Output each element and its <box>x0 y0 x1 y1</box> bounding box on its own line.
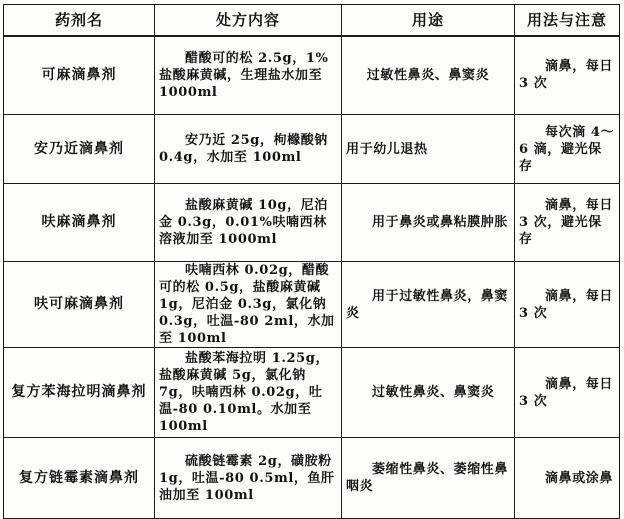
drug-name-cell: 呋麻滴鼻剂 <box>4 184 155 262</box>
usage-cell: 滴鼻，每日 3 次 <box>515 36 620 115</box>
recipe-cell: 安乃近 25g，枸橼酸钠 0.4g，水加至 100ml <box>155 115 342 184</box>
use-cell: 用于过敏性鼻炎，鼻窦炎 <box>342 262 515 348</box>
prescription-table <box>3 4 620 519</box>
drug-name-cell: 可麻滴鼻剂 <box>4 36 155 115</box>
table-row <box>4 348 620 438</box>
header-recipe: 处方内容 <box>155 5 342 36</box>
table-row <box>4 438 620 519</box>
usage-cell: 滴鼻或涂鼻 <box>515 438 620 519</box>
recipe-cell: 呋喃西林 0.02g，醋酸可的松 0.5g，盐酸麻黄碱 1g，尼泊金 0.3g，氯化钠 0.3g，吐温-80 2ml，水加至 100ml <box>155 262 342 348</box>
use-cell: 过敏性鼻炎、鼻窦炎 <box>342 36 515 115</box>
use-cell: 过敏性鼻炎、鼻窦炎 <box>342 348 515 438</box>
use-cell: 萎缩性鼻炎、萎缩性鼻咽炎 <box>342 438 515 519</box>
use-cell: 用于幼儿退热 <box>342 115 515 184</box>
table-row <box>4 36 620 115</box>
drug-name-cell: 复方链霉素滴鼻剂 <box>4 438 155 519</box>
recipe-cell: 硫酸链霉素 2g，磺胺粉 1g，吐温-80 0.5ml，鱼肝油加至 100ml <box>155 438 342 519</box>
header-drug-name: 药剂名 <box>4 5 155 36</box>
header-row <box>4 5 620 36</box>
table-row <box>4 115 620 184</box>
usage-cell: 每次滴 4～6 滴，避光保存 <box>515 115 620 184</box>
usage-cell: 滴鼻，每日 3 次，避光保存 <box>515 184 620 262</box>
recipe-cell: 盐酸苯海拉明 1.25g，盐酸麻黄碱 5g，氯化钠 7g，呋喃西林 0.02g，吐温-80 0.10ml。水加至 100ml <box>155 348 342 438</box>
usage-cell: 滴鼻，每日 3 次 <box>515 262 620 348</box>
drug-name-cell: 安乃近滴鼻剂 <box>4 115 155 184</box>
table-row <box>4 184 620 262</box>
usage-cell: 滴鼻，每日 3 次 <box>515 348 620 438</box>
header-use: 用途 <box>342 5 515 36</box>
drug-name-cell: 呋可麻滴鼻剂 <box>4 262 155 348</box>
drug-name-cell: 复方苯海拉明滴鼻剂 <box>4 348 155 438</box>
recipe-cell: 盐酸麻黄碱 10g，尼泊金 0.3g，0.01%呋喃西林溶液加至 1000ml <box>155 184 342 262</box>
table-row <box>4 262 620 348</box>
recipe-cell: 醋酸可的松 2.5g，1%盐酸麻黄碱，生理盐水加至 1000ml <box>155 36 342 115</box>
use-cell: 用于鼻炎或鼻粘膜肿胀 <box>342 184 515 262</box>
header-usage-notes: 用法与注意 <box>515 5 620 36</box>
